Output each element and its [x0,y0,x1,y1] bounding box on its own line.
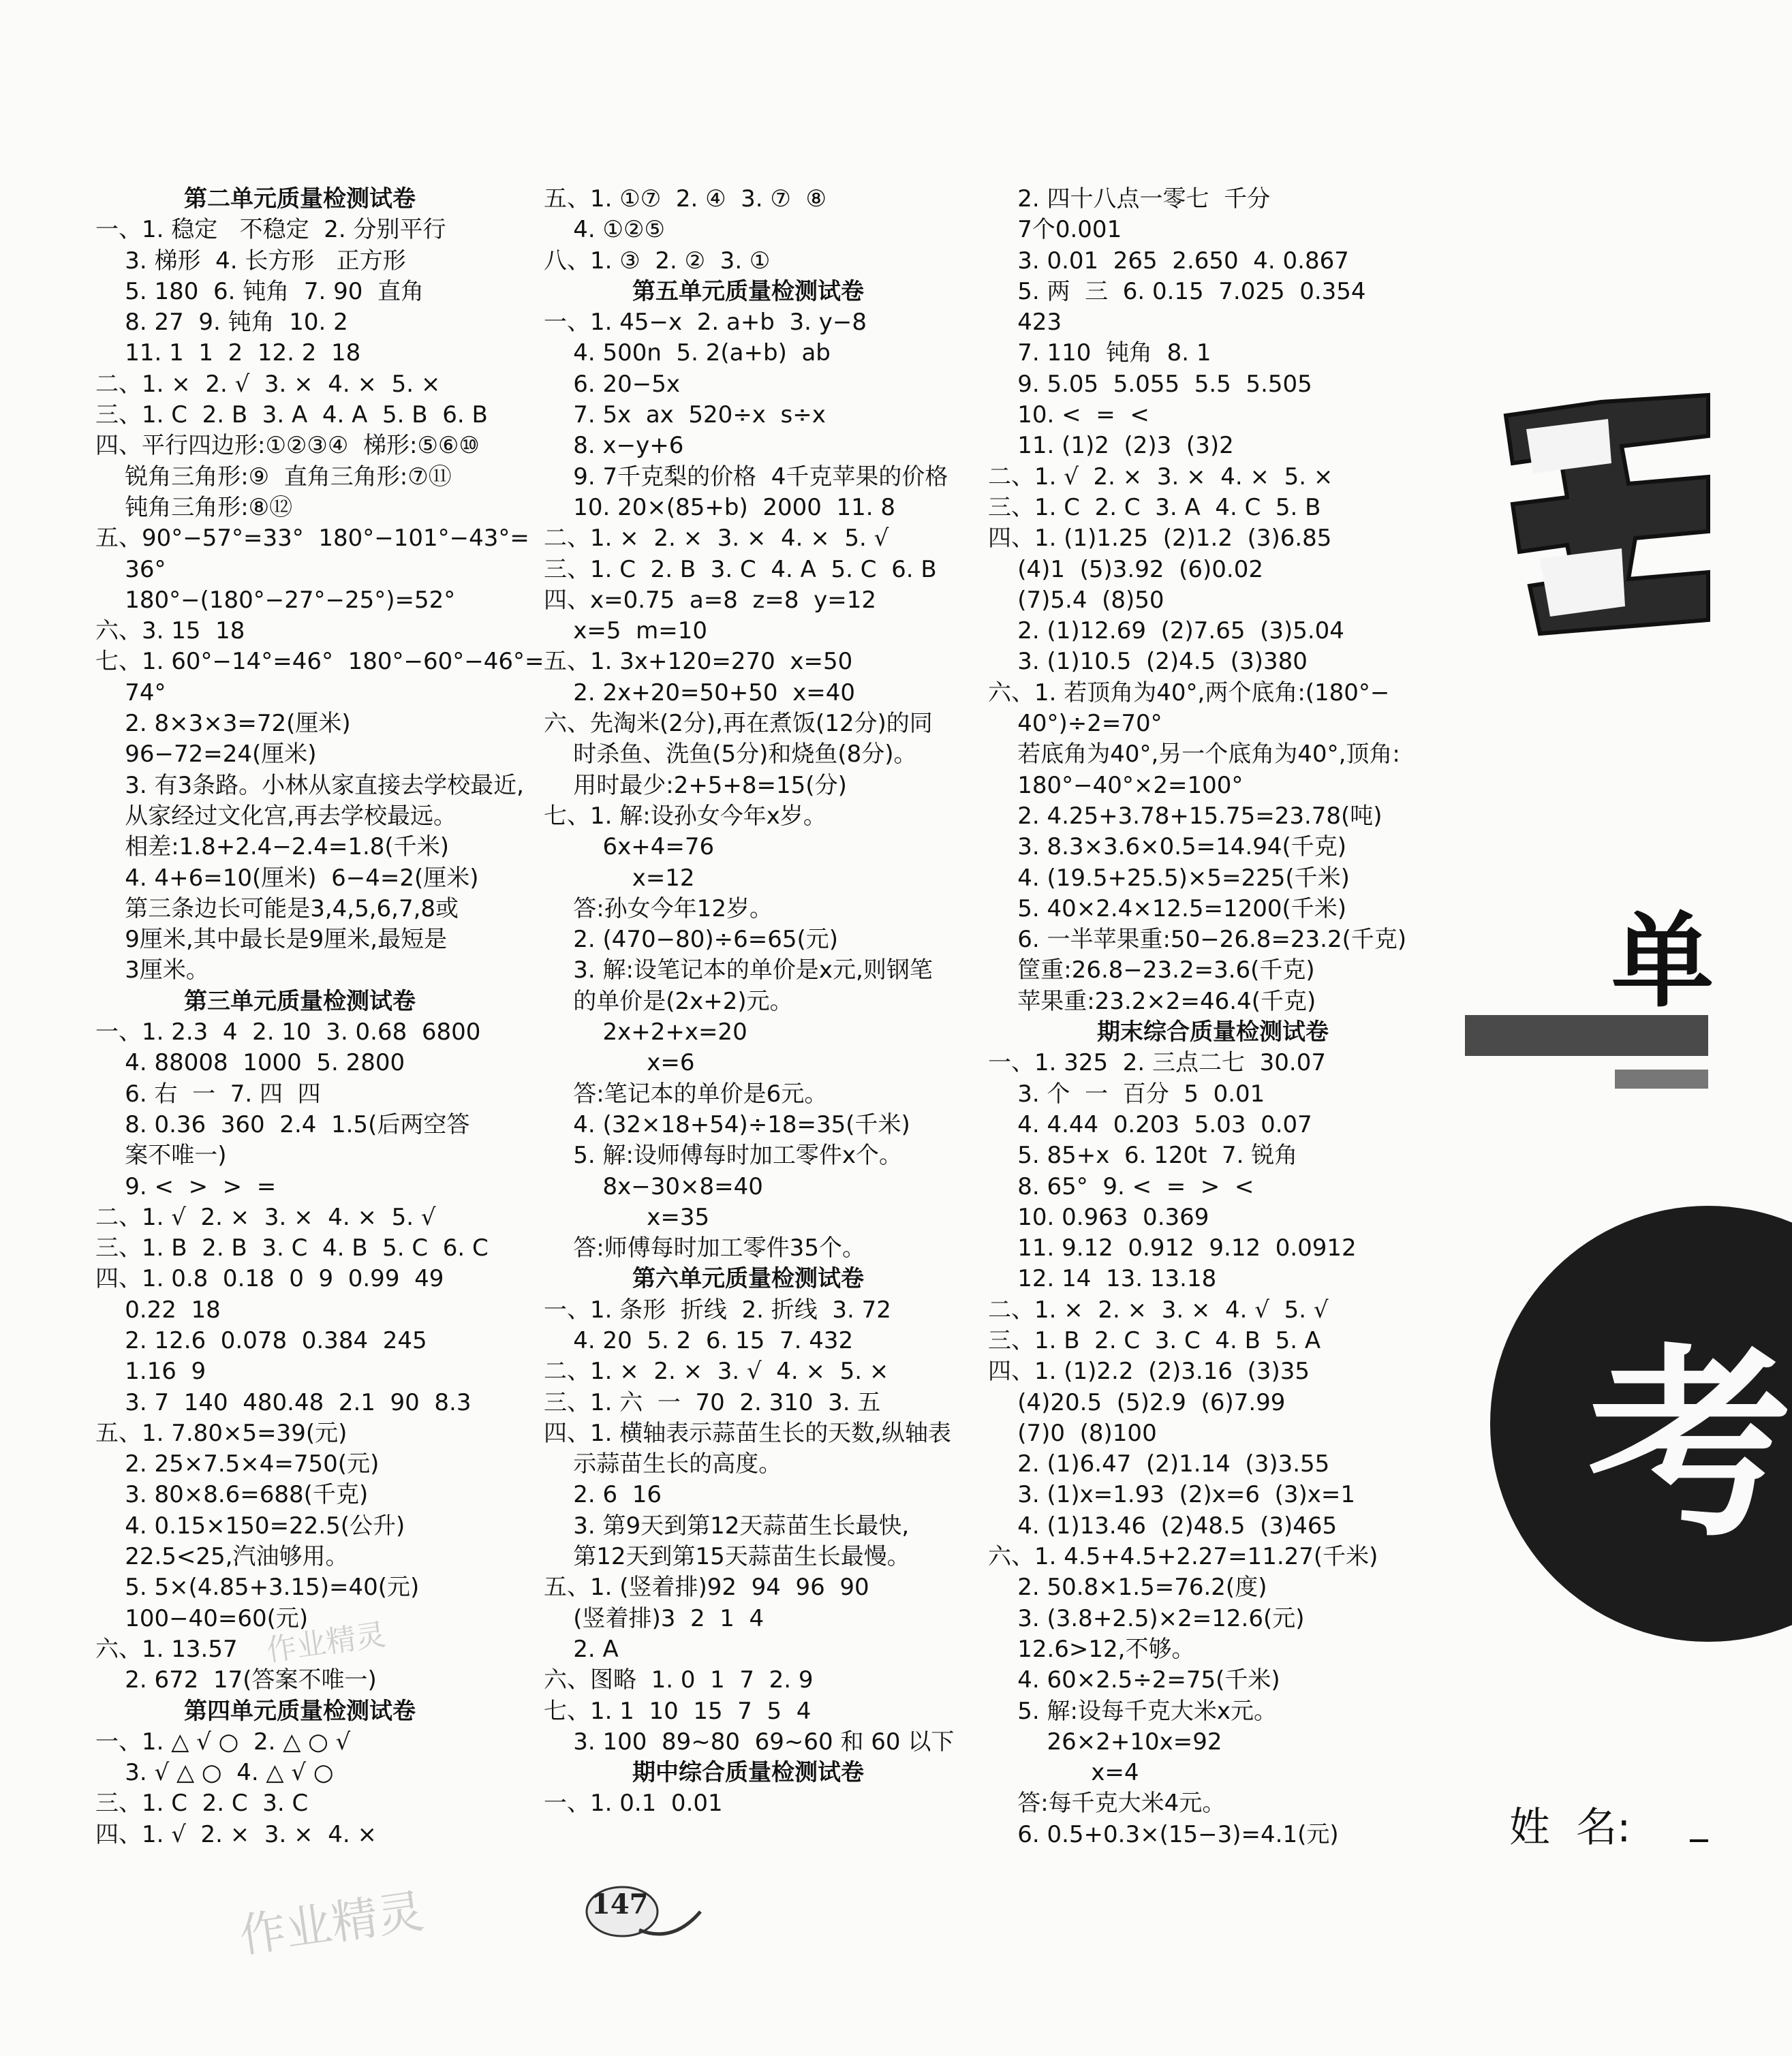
answer-line: 8. 27 9. 钝角 10. 2 [95,309,348,337]
answer-line: 第三条边长可能是3,4,5,6,7,8或 [95,894,459,922]
answer-column-3 [988,184,1465,1850]
answer-line: 六、3. 15 18 [95,617,245,645]
answer-line: 26×2+10x=92 [988,1728,1222,1756]
answer-line: 6. 右 一 7. 四 四 [95,1080,321,1108]
section-title: 第三单元质量检测试卷 [184,987,416,1015]
answer-line: 12.6>12,不够。 [988,1635,1195,1663]
section-title: 期中综合质量检测试卷 [632,1759,864,1787]
answer-line: 5. 5×(4.85+3.15)=40(元) [95,1574,420,1602]
answer-line: 9厘米,其中最长是9厘米,最短是 [95,926,448,954]
answer-line: 六、1. 13.57 [95,1635,238,1663]
answer-line: 四、平行四边形:①②③④ 梯形:⑤⑥⑩ [95,432,480,460]
answer-line: 9. < > > = [95,1172,277,1200]
answer-line: 钝角三角形:⑧⑫ [95,493,293,521]
answer-line: 3. 梯形 4. 长方形 正方形 [95,247,406,275]
answer-line: 9. 5.05 5.055 5.5 5.505 [988,370,1312,398]
answer-line: 8. x−y+6 [544,432,684,460]
answer-line: 7. 5x ax 520÷x s÷x [544,401,826,429]
answer-line: 三、1. C 2. C 3. C [95,1790,309,1818]
answer-line: 2. 8×3×3=72(厘米) [95,710,351,738]
answer-line: 4. (19.5+25.5)×5=225(千米) [988,864,1350,892]
answer-line: 四、1. (1)2.2 (2)3.16 (3)35 [988,1358,1310,1386]
section-title: 第四单元质量检测试卷 [184,1697,416,1725]
answer-line: 2. 2x+20=50+50 x=40 [544,679,855,706]
answer-line: 4. (32×18+54)÷18=35(千米) [544,1110,910,1138]
answer-line: 3. 100 89~80 69~60 和 60 以下 [544,1728,955,1756]
answer-line: 36° [95,555,166,583]
answer-line: 时杀鱼、洗鱼(5分)和烧鱼(8分)。 [544,741,917,768]
answer-line: 3. 7 140 480.48 2.1 90 8.3 [95,1388,472,1416]
answer-line: 5. 180 6. 钝角 7. 90 直角 [95,277,424,305]
page-number-badge [585,1879,707,1947]
answer-line: 3. 个 一 百分 5 0.01 [988,1080,1265,1108]
answer-line: 四、1. (1)1.25 (2)1.2 (3)6.85 [988,525,1332,552]
section-title: 第五单元质量检测试卷 [632,277,864,305]
answer-line: 10. < = < [988,401,1149,429]
answer-line: x=12 [544,864,695,892]
answer-line: 用时最少:2+5+8=15(分) [544,771,847,799]
answer-line: x=5 m=10 [544,617,707,645]
answer-line: 三、1. C 2. C 3. A 4. C 5. B [988,493,1321,521]
answer-line: 40°)÷2=70° [988,710,1162,738]
answer-line: 五、1. (竖着排)92 94 96 90 [544,1574,869,1602]
answer-line: 2. 25×7.5×4=750(元) [95,1450,380,1478]
answer-line: 六、1. 若顶角为40°,两个底角:(180°− [988,679,1390,706]
answer-line: 一、1. △ √ ○ 2. △ ○ √ [95,1728,351,1756]
watermark: 作业精灵 [264,1617,388,1668]
answer-line: 从家经过文化宫,再去学校最远。 [95,802,457,830]
answer-line: (7)5.4 (8)50 [988,586,1164,614]
answer-line: 7个0.001 [988,216,1122,244]
answer-line: 8. 0.36 360 2.4 1.5(后两空答 [95,1110,470,1138]
answer-line: 八、1. ③ 2. ② 3. ① [544,247,771,275]
answer-line: 4. 4+6=10(厘米) 6−4=2(厘米) [95,864,479,892]
answer-line: 7. 110 钝角 8. 1 [988,339,1211,367]
answer-line: 四、1. 0.8 0.18 0 9 0.99 49 [95,1265,444,1293]
answer-line: 3. (3.8+2.5)×2=12.6(元) [988,1604,1305,1632]
answer-line: 七、1. 60°−14°=46° 180°−60°−46°= [95,648,544,676]
answer-line: 一、1. 0.1 0.01 [544,1790,723,1818]
answer-line: 4. 88008 1000 5. 2800 [95,1049,405,1077]
answer-line: 6. 0.5+0.3×(15−3)=4.1(元) [988,1820,1339,1848]
answer-line: 4. 4.44 0.203 5.03 0.07 [988,1110,1312,1138]
answer-line: 6x+4=76 [544,833,715,861]
answer-line: 2. 4.25+3.78+15.75=23.78(吨) [988,802,1382,830]
answer-line: 五、1. ①⑦ 2. ④ 3. ⑦ ⑧ [544,185,827,213]
answer-line: 二、1. √ 2. × 3. × 4. × 5. √ [95,1203,436,1231]
answer-line: 五、90°−57°=33° 180°−101°−43°= [95,525,529,552]
answer-line: 若底角为40°,另一个底角为40°,顶角: [988,741,1400,768]
answer-line: 6. 20−5x [544,370,680,398]
answer-line: 74° [95,679,166,706]
cover-char-kao: 考 [1588,1324,1792,1564]
answer-line: 4. 60×2.5÷2=75(千米) [988,1666,1280,1694]
answer-line: 2. 50.8×1.5=76.2(度) [988,1574,1267,1602]
answer-line: 4. ①②⑤ [544,216,665,244]
answer-line: 二、1. × 2. × 3. × 4. × 5. √ [544,525,889,552]
answer-line: 三、1. B 2. B 3. C 4. B 5. C 6. C [95,1234,489,1262]
answer-line: x=4 [988,1759,1139,1787]
answer-line: 三、1. B 2. C 3. C 4. B 5. A [988,1326,1321,1354]
answer-line: 5. 解:设师傅每时加工零件x个。 [544,1142,903,1170]
answer-line: 11. 1 1 2 12. 2 18 [95,339,361,367]
answer-line: 4. 500n 5. 2(a+b) ab [544,339,831,367]
answer-line: 的单价是(2x+2)元。 [544,987,793,1015]
answer-line: x=35 [544,1203,710,1231]
answer-line: 1.16 9 [95,1358,206,1386]
answer-line: 二、1. √ 2. × 3. × 4. × 5. × [988,463,1333,490]
answer-line: 三、1. C 2. B 3. C 4. A 5. C 6. B [544,555,937,583]
section-title: 第六单元质量检测试卷 [632,1265,864,1293]
answer-line: 筐重:26.8−23.2=3.6(千克) [988,956,1315,984]
answer-line: 10. 20×(85+b) 2000 11. 8 [544,493,895,521]
answer-line: 五、1. 7.80×5=39(元) [95,1419,347,1447]
answer-line: x=6 [544,1049,695,1077]
answer-line: 一、1. 稳定 不稳定 2. 分别平行 [95,216,446,244]
answer-line: 答:孙女今年12岁。 [544,894,773,922]
answer-line: 示蒜苗生长的高度。 [544,1450,782,1478]
answer-line: 3. 有3条路。小林从家直接去学校最近, [95,771,524,799]
answer-line: (4)20.5 (5)2.9 (6)7.99 [988,1388,1286,1416]
answer-line: 4. 20 5. 2 6. 15 7. 432 [544,1326,854,1354]
answer-line: 12. 14 13. 13.18 [988,1265,1217,1293]
answer-line: 六、1. 4.5+4.5+2.27=11.27(千米) [988,1543,1378,1571]
answer-line: 423 [988,309,1062,337]
answer-line: 8. 65° 9. < = > < [988,1172,1254,1200]
answer-line: 180°−(180°−27°−25°)=52° [95,586,456,614]
answer-line: 0.22 18 [95,1296,221,1324]
answer-line: 第12天到第15天蒜苗生长最慢。 [544,1543,910,1571]
answer-line: 二、1. × 2. × 3. × 4. √ 5. √ [988,1296,1329,1324]
watermark: 作业精灵 [236,1884,428,1964]
answer-line: 11. 9.12 0.912 9.12 0.0912 [988,1234,1357,1262]
answer-line: 答:每千克大米4元。 [988,1790,1226,1818]
answer-line: 四、1. 横轴表示蒜苗生长的天数,纵轴表 [544,1419,952,1447]
answer-line: (竖着排)3 2 1 4 [544,1604,764,1632]
answer-line: 3. 解:设笔记本的单价是x元,则钢笔 [544,956,933,984]
answer-line: 3. (1)x=1.93 (2)x=6 (3)x=1 [988,1481,1355,1509]
name-label: 姓 名: [1509,1804,1631,1852]
cover-artwork [1465,354,1792,1853]
answer-line: 一、1. 条形 折线 2. 折线 3. 72 [544,1296,891,1324]
answer-line: 七、1. 1 10 15 7 5 4 [544,1697,812,1725]
answer-line: 2x+2+x=20 [544,1018,747,1046]
answer-line: 100−40=60(元) [95,1604,309,1632]
answer-line: 3. 第9天到第12天蒜苗生长最快, [544,1512,910,1540]
answer-line: 二、1. × 2. × 3. √ 4. × 5. × [544,1358,889,1386]
answer-line: 一、1. 2.3 4 2. 10 3. 0.68 6800 [95,1018,481,1046]
answer-line: 一、1. 45−x 2. a+b 3. y−8 [544,309,867,337]
answer-line: 案不唯一) [95,1142,227,1170]
answer-line: 10. 0.963 0.369 [988,1203,1209,1231]
answer-line: 六、先淘米(2分),再在煮饭(12分)的同 [544,710,933,738]
answer-line: 96−72=24(厘米) [95,741,317,768]
answer-line: 2. 672 17(答案不唯一) [95,1666,377,1694]
answer-line: 答:师傅每时加工零件35个。 [544,1234,865,1262]
answer-line: 四、1. √ 2. × 3. × 4. × [95,1820,377,1848]
answer-line: 9. 7千克梨的价格 4千克苹果的价格 [544,463,948,490]
answer-line: 2. 12.6 0.078 0.384 245 [95,1326,427,1354]
answer-line: 四、x=0.75 a=8 z=8 y=12 [544,586,876,614]
answer-line: 2. (470−80)÷6=65(元) [544,926,839,954]
answer-line: 3. (1)10.5 (2)4.5 (3)380 [988,648,1308,676]
answer-line: 苹果重:23.2×2=46.4(千克) [988,987,1316,1015]
answer-line: 2. A [544,1635,619,1663]
answer-line: 三、1. 六 一 70 2. 310 3. 五 [544,1388,881,1416]
answer-line: 6. 一半苹果重:50−26.8=23.2(千克) [988,926,1407,954]
answer-line: 3. 0.01 265 2.650 4. 0.867 [988,247,1349,275]
answer-line: (7)0 (8)100 [988,1419,1157,1447]
answer-line: 2. (1)6.47 (2)1.14 (3)3.55 [988,1450,1330,1478]
section-title: 第二单元质量检测试卷 [184,185,416,213]
answer-line: 11. (1)2 (2)3 (3)2 [988,432,1234,460]
answer-column-1 [95,184,544,1850]
answer-line: 2. 四十八点一零七 千分 [988,185,1271,213]
answer-line: 七、1. 解:设孙女今年x岁。 [544,802,827,830]
name-underline [1690,1839,1708,1842]
answer-line: 答:笔记本的单价是6元。 [544,1080,828,1108]
answer-line: 22.5<25,汽油够用。 [95,1543,349,1571]
answer-line: (4)1 (5)3.92 (6)0.02 [988,555,1263,583]
answer-line: 锐角三角形:⑨ 直角三角形:⑦⑪ [95,463,452,490]
answer-line: 5. 解:设每千克大米x元。 [988,1697,1278,1725]
section-title: 期末综合质量检测试卷 [1097,1018,1329,1046]
cover-char-dan: 单 [1611,901,1714,1021]
answer-line: 2. (1)12.69 (2)7.65 (3)5.04 [988,617,1344,645]
answer-line: 2. 6 16 [544,1481,662,1509]
answer-line: 六、图略 1. 0 1 7 2. 9 [544,1666,814,1694]
answer-line: 一、1. 325 2. 三点二七 30.07 [988,1049,1326,1077]
answer-line: 4. (1)13.46 (2)48.5 (3)465 [988,1512,1338,1540]
answer-line: 相差:1.8+2.4−2.4=1.8(千米) [95,833,449,861]
answer-line: 3. 80×8.6=688(千克) [95,1481,369,1509]
answer-line: 180°−40°×2=100° [988,771,1243,799]
answer-line: 5. 40×2.4×12.5=1200(千米) [988,894,1347,922]
answer-column-2 [544,184,980,1820]
answer-line: 3厘米。 [95,956,209,984]
page-number: 147 [591,1888,649,1920]
answer-line: 5. 85+x 6. 120t 7. 锐角 [988,1142,1298,1170]
answer-line: 二、1. × 2. √ 3. × 4. × 5. × [95,370,441,398]
answer-line: 4. 0.15×150=22.5(公升) [95,1512,405,1540]
answer-line: 8x−30×8=40 [544,1172,763,1200]
answer-line: 3. 8.3×3.6×0.5=14.94(千克) [988,833,1347,861]
answer-line: 五、1. 3x+120=270 x=50 [544,648,853,676]
answer-line: 三、1. C 2. B 3. A 4. A 5. B 6. B [95,401,488,429]
answer-line: 5. 两 三 6. 0.15 7.025 0.354 [988,277,1366,305]
answer-line: 3. √ △ ○ 4. △ √ ○ [95,1759,334,1787]
